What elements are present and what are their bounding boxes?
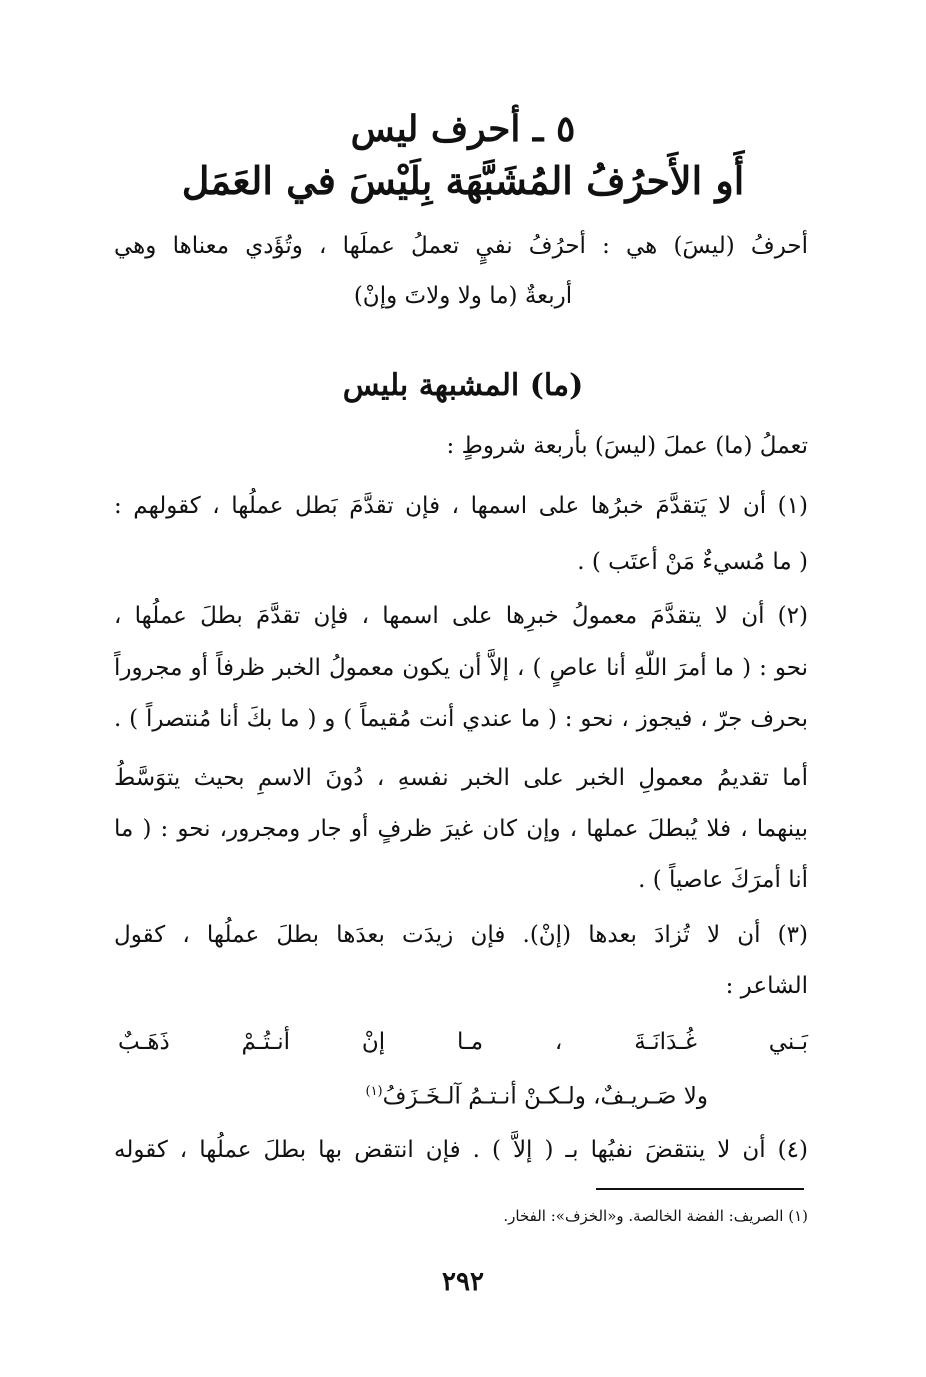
intro-line-1: أحرفُ (ليسَ) هي : أحرُفُ نفيٍ تعملُ عملَها ، وتُؤَدي معناها وهي bbox=[114, 233, 808, 259]
section-title: (ما) المشبهة بليس bbox=[342, 368, 584, 403]
footnote-text: (١) الصريف: الفضة الخالصة. و«الخزف»: الفخار. bbox=[503, 1207, 808, 1225]
note-line-3: أنا أمرَكَ عاصياً ) . bbox=[638, 867, 808, 893]
condition-2-line-1: (٢) أن لا يتقدَّمَ معمولُ خبرِها على اسمها ، فإن تقدَّمَ بطلَ عملُها ، bbox=[114, 603, 808, 629]
chapter-subtitle: أَو الأَحرُفُ المُشَبَّهَة بِلَيْسَ في العَمَل bbox=[181, 158, 745, 203]
intro-line-2: أربعةٌ (ما ولا ولاتَ وإنْ) bbox=[353, 283, 573, 309]
condition-2-line-3: بحرف جرّ ، فيجوز ، نحو : ( ما عندي أنت مُقيماً ) و ( ما بكَ أنا مُنتصراً ) . bbox=[114, 706, 808, 732]
footnote-marker: (١) bbox=[365, 1084, 383, 1099]
footnote-divider bbox=[596, 1188, 804, 1190]
verse-second-text: ولا صَـريـفٌ، ولـكـنْ أنـتـمُ آلـخَـزَفُ bbox=[382, 1083, 708, 1110]
chapter-title: ٥ ـ أحرف ليس bbox=[350, 108, 576, 150]
condition-3-line-2: الشاعر : bbox=[725, 973, 808, 999]
verse-first-hemistich: بَـني غُـدَانَـةَ ، مـا إنْ أنـتُـمْ ذَهَـبٌ bbox=[118, 1029, 808, 1055]
condition-4-line: (٤) أن لا ينتقضَ نفيُها بـ ( إلاَّ ) . فإن انتقض بها بطلَ عملُها ، كقوله bbox=[114, 1137, 808, 1163]
condition-1-line-2: ( ما مُسيءٌ مَنْ أعتَب ) . bbox=[577, 549, 808, 575]
conditions-intro: تعملُ (ما) عملَ (ليسَ) بأربعة شروطٍ : bbox=[446, 433, 808, 459]
note-line-1: أما تقديمُ معمولِ الخبر على الخبر نفسهِ ، دُونَ الاسمِ بحيث يتوَسَّطُ bbox=[114, 765, 808, 791]
verse-second-hemistich bbox=[365, 1074, 708, 1115]
condition-2-line-2: نحو : ( ما أمرَ اللّهِ أنا عاصٍ ) ، إلاَّ أن يكون معمولُ الخبر ظرفاً أو مجروراً bbox=[114, 655, 808, 681]
note-line-2: بينهما ، فلا يُبطلَ عملها ، وإن كان غيرَ ظرفٍ أو جار ومجرور، نحو : ( ما bbox=[114, 816, 808, 842]
condition-3-line-1: (٣) أن لا تُزادَ بعدها (إنْ). فإن زيدَت بعدَها بطلَ عملُها ، كقول bbox=[114, 922, 808, 948]
condition-1-line-1: (١) أن لا يَتقدَّمَ خبرُها على اسمها ، فإن تقدَّمَ بَطل عملُها ، كقولهم : bbox=[114, 493, 808, 519]
page-number: ٢٩٢ bbox=[442, 1267, 484, 1297]
